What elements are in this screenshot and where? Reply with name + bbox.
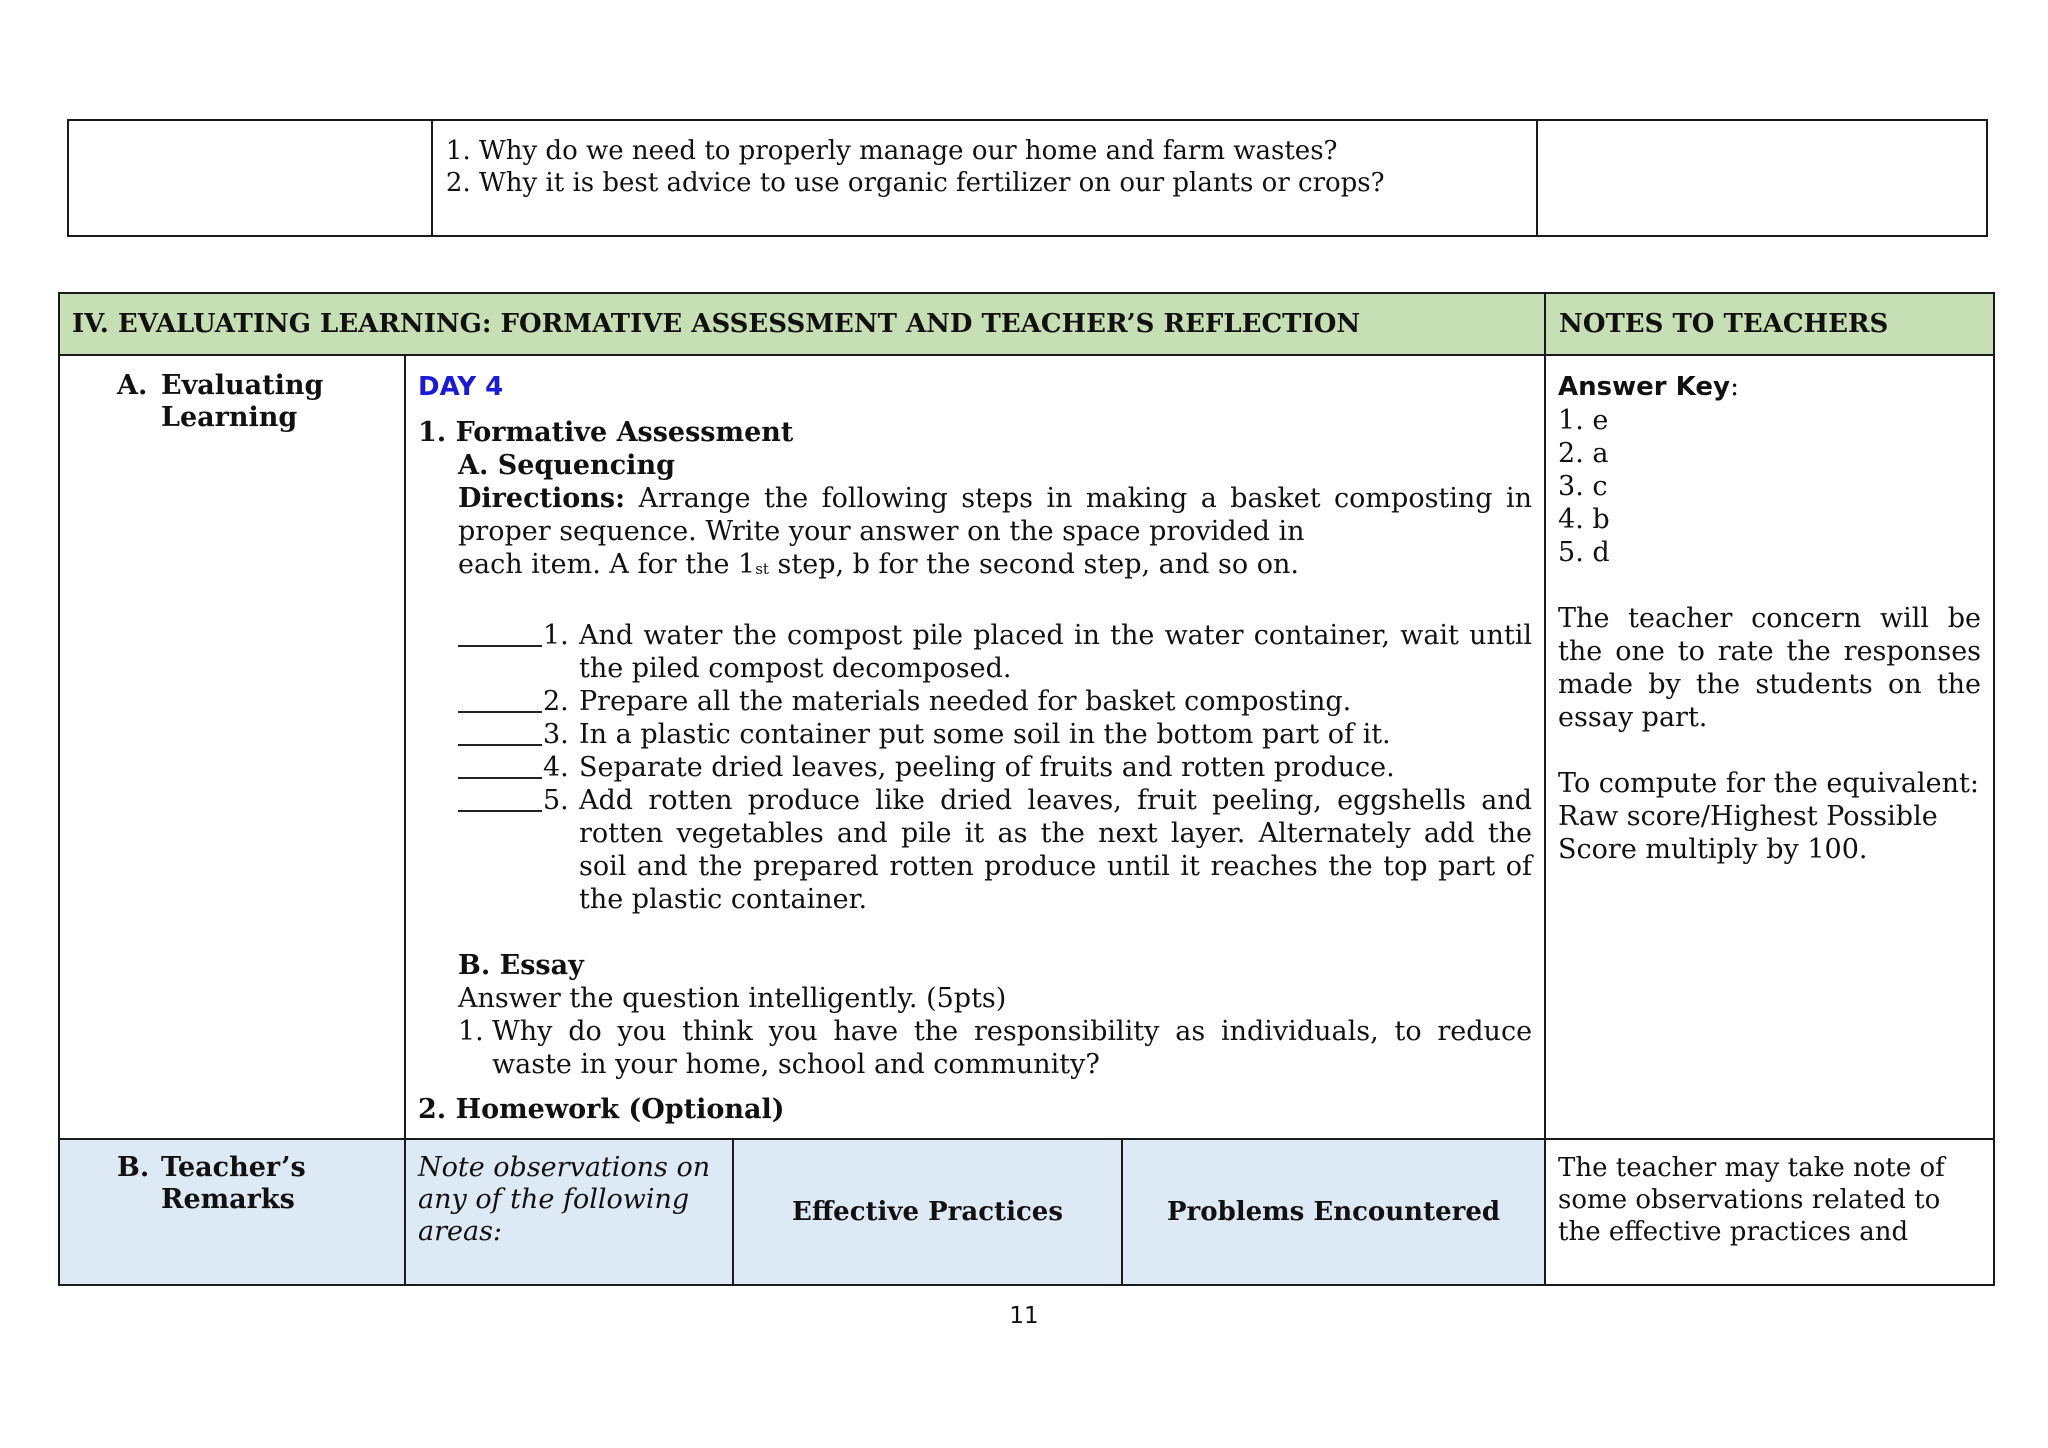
- answer-blank[interactable]: [458, 685, 542, 713]
- answer-blank[interactable]: [458, 718, 542, 746]
- top-continuation-table: [67, 119, 1988, 237]
- formative-assessment-heading: 1. Formative Assessment: [418, 417, 794, 448]
- homework-heading: 2. Homework (Optional): [418, 1094, 785, 1125]
- label-letter-a: A.: [117, 370, 148, 401]
- answer-blank[interactable]: [458, 751, 542, 779]
- top-question-2: 2. Why it is best advice to use organic fertilizer on our plants or crops?: [479, 167, 1536, 199]
- step-number: 3.: [543, 719, 569, 750]
- label-line1: Evaluating: [161, 370, 324, 401]
- notes-paragraph-1: The teacher concern will be the one to rate the responses made by the students on the essay part.: [1558, 603, 1982, 733]
- answer-item: 2. a: [1558, 438, 1609, 469]
- remarks-label-line2: Remarks: [161, 1184, 295, 1215]
- step-text: Prepare all the materials needed for basket composting.: [579, 686, 1352, 717]
- teachers-remarks-label: [59, 1139, 405, 1285]
- top-right-cell: [1537, 120, 1987, 236]
- step-text: And water the compost pile placed in the water container, wait until the piled compost decomposed.: [579, 620, 1533, 684]
- sequencing-heading: A. Sequencing: [458, 450, 675, 481]
- answer-item: 5. d: [1558, 537, 1610, 568]
- answer-item: 3. c: [1558, 471, 1608, 502]
- label-line2: Learning: [161, 402, 298, 433]
- page-number: 11: [1009, 1303, 1039, 1329]
- step-item: [458, 784, 1532, 916]
- step-item: [458, 718, 1532, 751]
- answer-blank[interactable]: [458, 619, 542, 647]
- section-header: IV. EVALUATING LEARNING: FORMATIVE ASSESSMENT AND TEACHER’S REFLECTION: [59, 293, 1545, 355]
- step-number: 4.: [543, 752, 569, 783]
- step-item: [458, 619, 1532, 685]
- directions-text: Arrange the following steps in making a basket composting in proper sequence. Write your answer on the space provided in: [458, 483, 1533, 547]
- directions-sup: st: [755, 560, 769, 578]
- evaluating-learning-table: [58, 292, 1995, 1286]
- directions: [458, 482, 1532, 548]
- top-question-list: [433, 135, 1536, 199]
- step-number: 2.: [543, 686, 569, 717]
- answer-blank[interactable]: [458, 784, 542, 812]
- directions-line2-a: each item. A for the 1: [458, 549, 756, 580]
- notes-to-teachers: Answer Key: 1. e 2. a 3. c 4. b 5. d The teacher concern will be the one to rate the responses made by the students on the essay part. To compute for the equivalent: Raw score/Highest Possible Score multiply by 100.: [1545, 355, 1994, 1139]
- notes-paragraph-2: To compute for the equivalent: Raw score/Highest Possible Score multiply by 100.: [1558, 768, 1979, 865]
- top-questions-cell: [432, 120, 1537, 236]
- problems-encountered-header: Problems Encountered: [1122, 1139, 1545, 1285]
- day-label: DAY 4: [418, 372, 504, 402]
- remarks-label-line1: Teacher’s: [161, 1152, 306, 1183]
- step-item: [458, 751, 1532, 784]
- step-number: 1.: [543, 620, 569, 651]
- evaluating-learning-label: [59, 355, 405, 1139]
- essay-question-text: Why do you think you have the responsibility as individuals, to reduce waste in your home, school and community?: [492, 1016, 1533, 1080]
- top-left-cell: [68, 120, 432, 236]
- remarks-notes: The teacher may take note of some observations related to the effective practices and: [1545, 1139, 1994, 1285]
- label-letter-b: B.: [117, 1152, 150, 1183]
- observations-note: Note observations on any of the following areas:: [405, 1139, 733, 1285]
- directions-label: Directions:: [458, 483, 626, 514]
- essay-heading: B. Essay: [458, 950, 584, 981]
- step-item: [458, 685, 1532, 718]
- step-text: In a plastic container put some soil in the bottom part of it.: [579, 719, 1391, 750]
- directions-line2-b: step, b for the second step, and so on.: [768, 549, 1299, 580]
- top-question-1: 1. Why do we need to properly manage our home and farm wastes?: [479, 135, 1536, 167]
- answer-item: 4. b: [1558, 504, 1610, 535]
- notes-header: NOTES TO TEACHERS: [1545, 293, 1994, 355]
- step-number: 5.: [543, 785, 569, 816]
- step-text: Add rotten produce like dried leaves, fruit peeling, eggshells and rotten vegetables and pile it as the next layer. Alternately add the soil and the prepared rotten produce until it reaches the top part of the plastic container.: [579, 785, 1533, 915]
- essay-instruction: Answer the question intelligently. (5pts): [458, 983, 1007, 1014]
- step-text: Separate dried leaves, peeling of fruits and rotten produce.: [579, 752, 1395, 783]
- answer-item: 1. e: [1558, 405, 1609, 436]
- directions-line2: [458, 548, 1532, 586]
- answer-key-label: Answer Key: [1558, 372, 1730, 402]
- essay-question: [458, 1015, 1532, 1081]
- essay-question-number: 1.: [458, 1016, 484, 1047]
- effective-practices-header: Effective Practices: [733, 1139, 1122, 1285]
- assessment-content: [405, 355, 1545, 1139]
